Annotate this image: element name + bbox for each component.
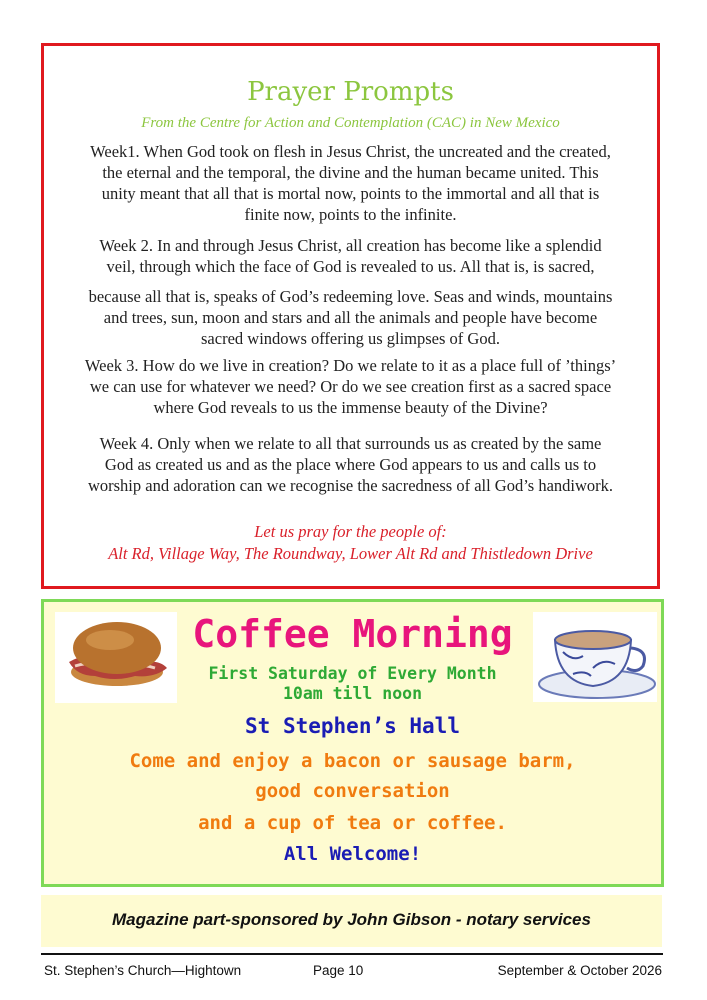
week-line: the eternal and the temporal, the divine and the human became united. This (102, 163, 599, 182)
sponsor-text: Magazine part-sponsored by John Gibson - notary services (112, 910, 591, 929)
week-2-paragraph (50, 235, 651, 349)
week-line: Week 3. How do we live in creation? Do we relate to it as a place full of ’things’ (84, 356, 617, 375)
prayer-subtitle: From the Centre for Action and Contemplation (CAC) in New Mexico (141, 115, 560, 131)
coffee-invite-line-3: and a cup of tea or coffee. (198, 812, 507, 834)
week-line: and trees, sun, moon and stars and all the animals and people have become (103, 308, 598, 327)
week-3-paragraph (50, 355, 651, 418)
prayer-prompts-box (41, 43, 660, 589)
coffee-venue: St Stephen’s Hall (245, 714, 460, 738)
coffee-invite-line-2: good conversation (255, 780, 450, 802)
prayer-title: Prayer Prompts (247, 77, 454, 107)
week-line: unity meant that all that is mortal now, points to the immortal and all that is (101, 184, 600, 203)
coffee-when-line-2: 10am till noon (282, 684, 423, 703)
pray-for-streets: Alt Rd, Village Way, The Roundway, Lower Alt Rd and Thistledown Drive (108, 544, 593, 563)
week-line: sacred windows offering us glimpses of God. (201, 329, 500, 348)
week-line: Week1. When God took on flesh in Jesus Christ, the uncreated and the created, (90, 142, 611, 161)
footer-issue-date: September & October 2026 (497, 963, 662, 978)
footer-page-number: Page 10 (313, 963, 364, 978)
coffee-invite-line-1: Come and enjoy a bacon or sausage barm, (129, 750, 576, 772)
coffee-morning-title: Coffee Morning (192, 612, 513, 656)
week-line: finite now, points to the infinite. (244, 205, 457, 224)
week-1-paragraph (50, 141, 651, 225)
coffee-morning-box (41, 599, 664, 887)
week-line: God as created us and as the place where God appears to us and calls us to (104, 455, 597, 474)
week-line: because all that is, speaks of God’s redeeming love. Seas and winds, mountains (88, 287, 613, 306)
sponsor-banner (41, 895, 662, 947)
week-line: Week 2. In and through Jesus Christ, all creation has become like a splendid (99, 236, 602, 255)
week-4-paragraph (50, 433, 651, 496)
week-line: we can use for whatever we need? Or do we see creation first as a sacred space (89, 377, 612, 396)
coffee-when-line-1: First Saturday of Every Month (208, 664, 497, 683)
week-line: Week 4. Only when we relate to all that surrounds us as created by the same (99, 434, 602, 453)
coffee-welcome: All Welcome! (283, 843, 422, 865)
week-line: veil, through which the face of God is revealed to us. All that is, is sacred, (106, 257, 595, 276)
footer-church-name: St. Stephen’s Church—Hightown (44, 963, 242, 978)
week-line: where God reveals to us the immense beauty of the Divine? (153, 398, 548, 417)
footer-divider (41, 953, 663, 955)
week-line: worship and adoration can we recognise the sacredness of all God’s handiwork. (87, 476, 614, 495)
pray-for-heading: Let us pray for the people of: (254, 522, 447, 541)
